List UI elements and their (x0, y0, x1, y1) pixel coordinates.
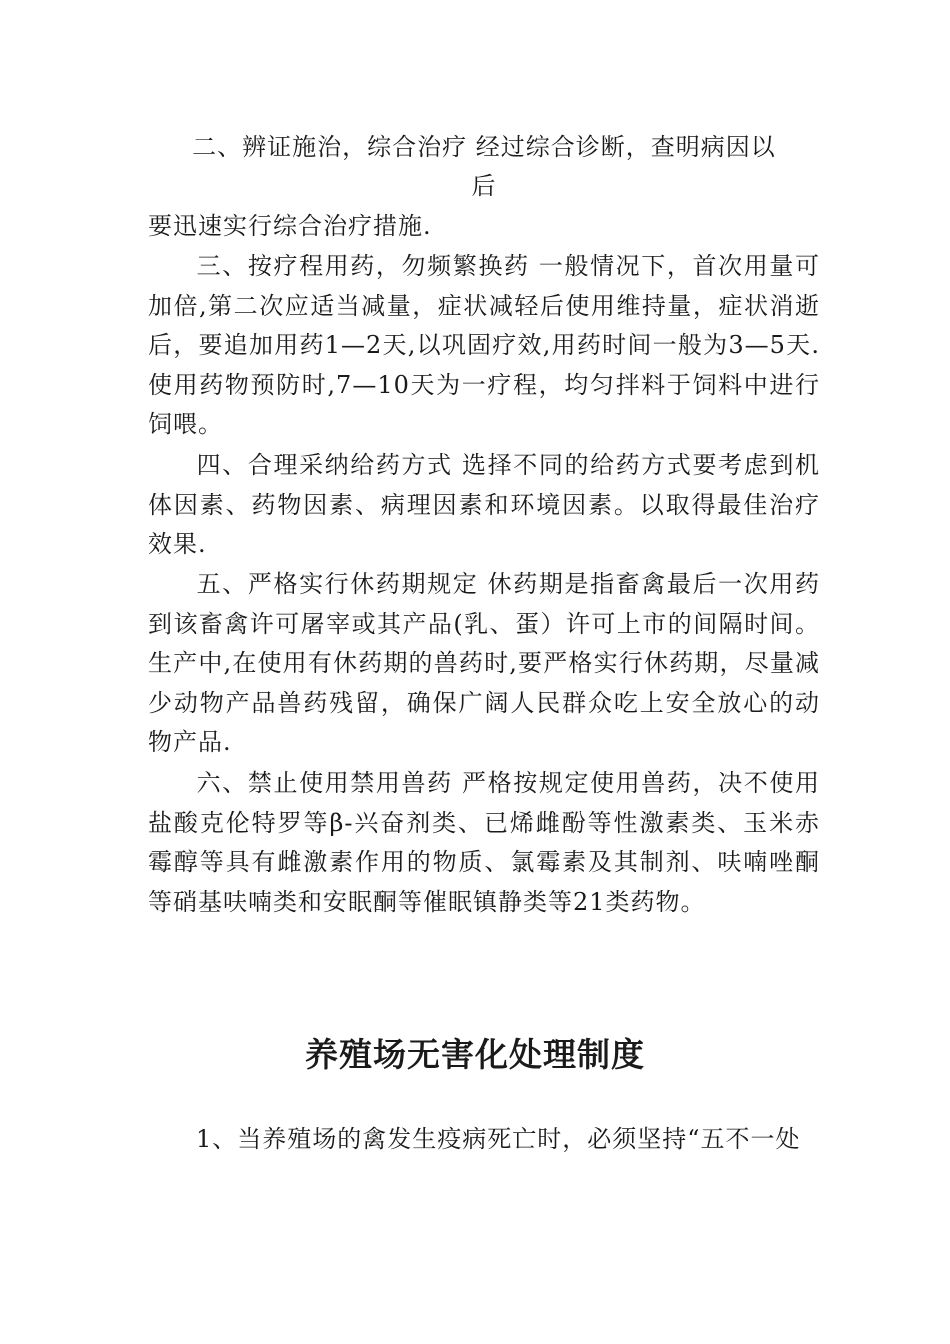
section-3-paragraph (148, 247, 820, 445)
section-title: 养殖场无害化处理制度 (305, 1035, 645, 1074)
section-6-paragraph (148, 764, 820, 922)
section-5-text: 五、严格实行休药期规定 休药期是指畜禽最后一次用药到该畜禽许可屠宰或其产品(乳、蛋）许可上市的间隔时间。生产中,在使用有休药期的兽药时,要严格实行休药期，尽量减少动物产品兽药残留，确保广阔人民群众吃上安全放心的动物产品. (148, 570, 820, 756)
section-2-heading-wrap: 后 (471, 172, 497, 200)
section-6-text: 六、禁止使用禁用兽药 严格按规定使用兽药，决不使用盐酸克伦特罗等β-兴奋剂类、已烯雌酚等性激素类、玉米赤霉醇等具有雌激素作用的物质、氯霉素及其制剂、呋喃唑酮等硝基呋喃类和安眠酮等催眠镇静类等21类药物。 (148, 769, 820, 916)
item-1-paragraph (148, 1120, 820, 1160)
section-2-body: 要迅速实行综合治疗措施. (148, 212, 432, 240)
item-1-text: 1、当养殖场的禽发生疫病死亡时，必须坚持“五不一处 (196, 1125, 801, 1153)
section-3-text: 三、按疗程用药，勿频繁换药 一般情况下，首次用量可加倍,第二次应适当减量，症状减轻后使用维持量，症状消逝后，要追加用药1—2天,以巩固疗效,用药时间一般为3—5天.使用药物预防时,7—10天为一疗程，均匀拌料于饲料中进行饲喂。 (148, 252, 820, 438)
section-2-heading-line: 二、辨证施治，综合治疗 经过综合诊断，查明病因以 (192, 133, 776, 161)
section-4-text: 四、合理采纳给药方式 选择不同的给药方式要考虑到机体因素、药物因素、病理因素和环境因素。以取得最佳治疗效果. (148, 451, 820, 558)
section-4-paragraph (148, 446, 820, 565)
section-5-paragraph (148, 565, 820, 763)
